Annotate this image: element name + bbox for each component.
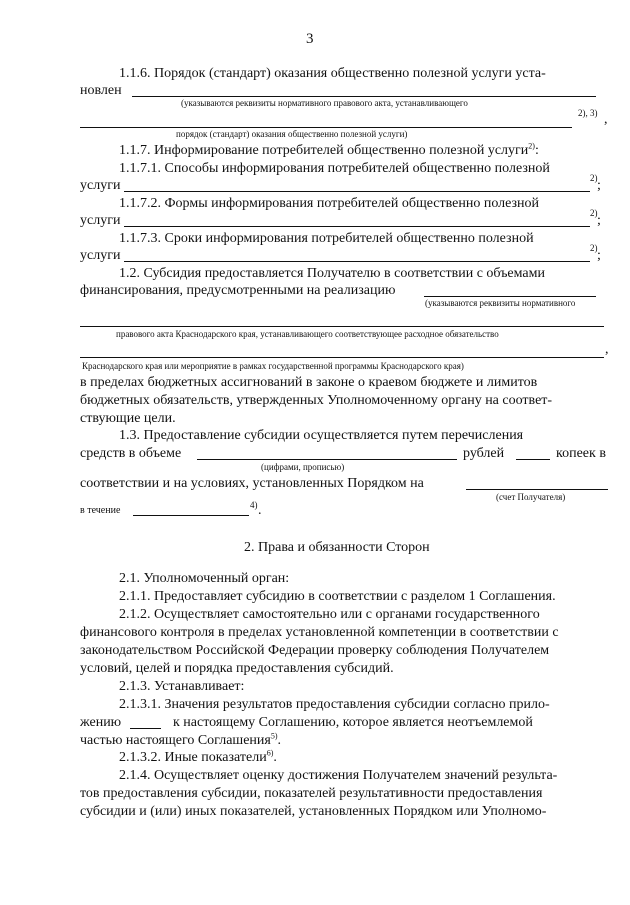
text: средств в объеме — [80, 446, 182, 461]
footnote-ref: 2) — [590, 243, 598, 253]
hint-text: (указываются реквизиты нормативного — [425, 298, 576, 308]
hint-text: Краснодарского края или мероприятие в рамках государственной программы Краснодарского края) — [82, 361, 464, 371]
paragraph-line — [80, 804, 606, 820]
text: финансирования, предусмотренными на реализацию — [80, 283, 396, 298]
punctuation: , — [605, 342, 609, 357]
hint-text: (указываются реквизиты нормативного правового акта, устанавливающего — [181, 98, 468, 108]
paragraph-line — [80, 476, 424, 492]
fill-line — [132, 96, 596, 97]
paragraph-line — [80, 625, 606, 641]
text: бюджетных обязательств, утвержденных Уполномоченному органу на соответ- — [80, 393, 553, 408]
text: услуги — [80, 178, 121, 193]
paragraph-line — [119, 607, 606, 623]
text: 1.1.7. Информирование потребителей общественно полезной услуги — [119, 143, 529, 158]
paragraph-line — [80, 283, 395, 299]
text: новлен — [80, 83, 122, 98]
punctuation: ; — [597, 248, 601, 263]
paragraph-line: 2.1.3. Устанавливает: — [119, 679, 245, 694]
paragraph-line — [119, 697, 606, 713]
paragraph-line: 2.1. Уполномоченный орган: — [119, 571, 290, 586]
fill-line — [80, 357, 604, 358]
text: в течение — [80, 505, 121, 516]
text: ствующие цели. — [80, 411, 176, 426]
text: услуги — [80, 213, 121, 228]
paragraph-line — [80, 411, 176, 427]
text: финансового контроля в пределах установленной компетенции в соответствии с — [80, 625, 559, 640]
paragraph-line — [80, 83, 122, 99]
fill-line — [124, 261, 590, 262]
punctuation: ; — [597, 178, 601, 193]
text: 1.1.7.1. Способы информирования потребителей общественно полезной — [119, 161, 550, 176]
paragraph-line — [119, 768, 606, 784]
paragraph-line: 2.1.1. Предоставляет субсидию в соответствии с разделом 1 Соглашения. — [119, 589, 556, 604]
hint-text: (счет Получателя) — [496, 492, 566, 502]
paragraph-line — [119, 66, 596, 82]
text: 2.1.4. Осуществляет оценку достижения Получателем значений результа- — [119, 768, 558, 783]
paragraph-line: к настоящему Соглашению, которое является неотъемлемой — [173, 715, 533, 730]
paragraph-line: жению — [80, 715, 122, 730]
punctuation: . — [277, 733, 282, 748]
paragraph-line — [119, 161, 596, 177]
text: 1.3. Предоставление субсидии осуществляется путем перечисления — [119, 428, 524, 443]
paragraph-line — [80, 786, 606, 802]
paragraph-line: условий, целей и порядка предоставления субсидий. — [80, 661, 394, 676]
fill-line — [516, 459, 550, 460]
paragraph-line — [119, 196, 596, 212]
paragraph-line — [80, 213, 120, 229]
text: субсидии и (или) иных показателей, установленных Порядком или Уполномо- — [80, 804, 547, 819]
paragraph-line — [80, 375, 596, 391]
fill-line — [80, 127, 572, 128]
text: 2.1.3.2. Иные показатели — [119, 750, 267, 765]
text: 2.1.3.1. Значения результатов предоставления субсидии согласно прило- — [119, 697, 550, 712]
paragraph-line — [80, 248, 120, 264]
page-number: 3 — [306, 31, 314, 47]
fill-line — [197, 459, 457, 460]
paragraph-line — [80, 643, 606, 659]
text: законодательством Российской Федерации проверку соблюдения Получателем — [80, 643, 550, 658]
footnote-ref: 2), 3) — [578, 108, 598, 118]
footnote-ref: 2) — [590, 208, 598, 218]
text: частью настоящего Соглашения — [80, 733, 271, 748]
paragraph-line — [119, 143, 539, 159]
paragraph-line — [119, 428, 596, 444]
footnote-ref: 2) — [590, 173, 598, 183]
text: 1.1.7.3. Сроки информирования потребителей общественно полезной — [119, 231, 534, 246]
footnote-ref: 2) — [528, 141, 535, 151]
fill-line — [130, 728, 161, 729]
footnote-ref: 4) — [250, 500, 258, 510]
text: 1.1.7.2. Формы информирования потребителей общественно полезной — [119, 196, 540, 211]
punctuation: ; — [597, 213, 601, 228]
footnote-ref: 6) — [266, 748, 274, 758]
hint-text: (цифрами, прописью) — [261, 462, 345, 472]
paragraph-line — [80, 393, 596, 409]
fill-line — [124, 226, 590, 227]
paragraph-line — [119, 750, 277, 766]
punctuation: , — [604, 112, 608, 127]
fill-line — [466, 489, 608, 490]
hint-text: порядок (стандарт) оказания общественно полезной услуги) — [176, 129, 408, 139]
footnote-ref: 5) — [270, 731, 278, 741]
fill-line — [80, 326, 604, 327]
punctuation: . — [258, 503, 262, 518]
fill-line — [424, 296, 596, 297]
text: 2.1.2. Осуществляет самостоятельно или с органами государственного — [119, 607, 540, 622]
text: 1.1.6. Порядок (стандарт) оказания общественно полезной услуги уста- — [119, 66, 546, 81]
text: тов предоставления субсидии, показателей результативности предоставления — [80, 786, 543, 801]
fill-line — [133, 515, 249, 516]
paragraph-line — [80, 178, 120, 194]
text: 1.2. Субсидия предоставляется Получателю в соответствии с объемами — [119, 266, 545, 281]
text: рублей — [463, 446, 505, 461]
fill-line — [124, 191, 590, 192]
text: в пределах бюджетных ассигнований в законе о краевом бюджете и лимитов — [80, 375, 538, 390]
paragraph-line — [80, 733, 281, 749]
hint-text: правового акта Краснодарского края, устанавливающего соответствующее расходное обязательство — [116, 329, 499, 339]
paragraph-line — [119, 231, 596, 247]
section-title: 2. Права и обязанности Сторон — [244, 540, 430, 555]
punctuation: : — [534, 143, 539, 158]
paragraph-line — [119, 266, 596, 282]
text: услуги — [80, 248, 121, 263]
text: соответствии и на условиях, установленных Порядком на — [80, 476, 424, 491]
punctuation: . — [273, 750, 277, 765]
text: копеек в — [556, 446, 606, 461]
